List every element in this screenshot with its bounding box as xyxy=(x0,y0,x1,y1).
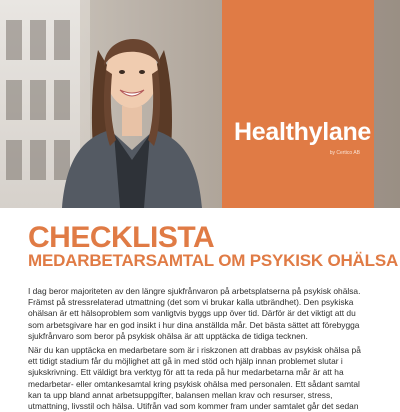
smiling-woman-photo xyxy=(52,10,212,208)
brand-logo: Healthylane xyxy=(234,118,372,146)
document-title: CHECKLISTA xyxy=(28,221,215,254)
paragraph-intro: I dag beror majoriteten av den längre sjukfrånvaron på arbetsplatserna på psykisk ohälsa. Främst på stressrelaterad utmattning (det som vi brukar kalla utbrändhet). Den psykiska ohälsan är ett hälsoproblem som vanligtvis byggs upp över tid. Därför är det viktigt att du som arbetsgivare har en god insikt i hur dina anställda mår. Det bästa sättet att förebygga sjukfrånvaro som beror på psykisk ohälsa är att upptäcka de tidiga tecknen. xyxy=(28,286,361,341)
brand-panel xyxy=(222,0,374,208)
document-subtitle: MEDARBETARSAMTAL OM PSYKISK OHÄLSA xyxy=(28,251,399,270)
brand-tagline: by Certico AB xyxy=(329,150,360,156)
paragraph-detection: När du kan upptäcka en medarbetare som är i riskzonen att drabbas av psykisk ohälsa på ett tidigt stadium får du möjlighet att gå in med stöd och hjälp innan problemet slutar i sjukskrivning. Ett väldigt bra verktyg för att ta reda på hur medarbetarna mår är att ha medarbetar- eller omtankesamtal kring psykisk ohälsa med personalen. Ett sådant samtal kan ta upp bland annat arbetsuppgifter, balansen mellan krav och resurser, stress, utmattning, livsstil och hälsa. Utifrån vad som kommer fram under samtalet går det sedan xyxy=(28,345,361,412)
